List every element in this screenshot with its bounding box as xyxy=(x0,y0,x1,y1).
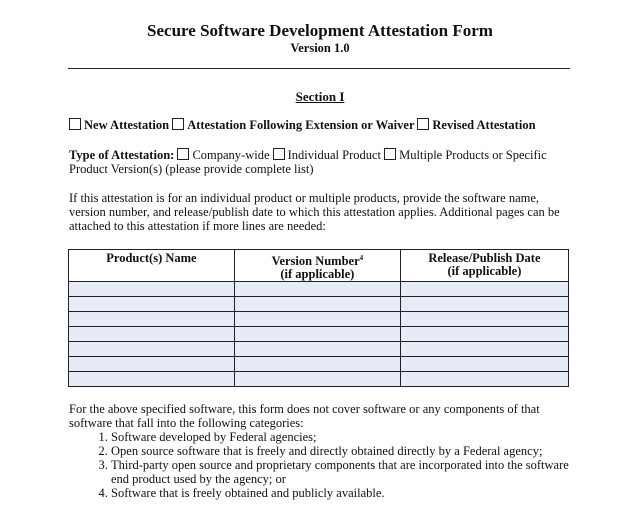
new-attestation-label: New Attestation xyxy=(84,118,170,132)
release-date-cell[interactable] xyxy=(400,297,568,312)
product-name-cell[interactable] xyxy=(69,327,235,342)
exclusions-list xyxy=(69,430,571,500)
release-date-cell[interactable] xyxy=(400,312,568,327)
company-wide-checkbox[interactable] xyxy=(177,148,189,160)
new-attestation-checkbox[interactable] xyxy=(69,118,81,130)
multiple-products-checkbox[interactable] xyxy=(384,148,396,160)
product-name-cell[interactable] xyxy=(69,312,235,327)
product-table-header xyxy=(69,250,569,282)
header-version-number-text: Version Number xyxy=(271,254,360,268)
table-row xyxy=(69,282,569,297)
product-name-cell[interactable] xyxy=(69,372,235,387)
header-product-name-text: Product(s) Name xyxy=(106,251,197,265)
table-row xyxy=(69,297,569,312)
extension-waiver-label: Attestation Following Extension or Waiver xyxy=(187,118,415,132)
list-item: 3. Third-party open source and proprietary components that are incorporated into the software end product used by the agency; or xyxy=(111,458,571,486)
header-version-number-subtext: (if applicable) xyxy=(280,267,355,281)
release-date-cell[interactable] xyxy=(400,282,568,297)
header-divider xyxy=(68,68,570,69)
exclusions-section xyxy=(69,402,571,500)
company-wide-label: Company-wide xyxy=(192,148,270,162)
version-number-cell[interactable] xyxy=(234,327,400,342)
version-number-cell[interactable] xyxy=(234,282,400,297)
table-row xyxy=(69,312,569,327)
list-item: 1. Software developed by Federal agencies; xyxy=(111,430,571,444)
form-version: Version 1.0 xyxy=(290,41,350,55)
product-name-cell[interactable] xyxy=(69,297,235,312)
type-of-attestation-label: Type of Attestation: xyxy=(69,148,175,162)
release-date-cell[interactable] xyxy=(400,372,568,387)
footnote-marker: 4 xyxy=(359,254,364,262)
header-product-name xyxy=(69,250,235,282)
version-number-cell[interactable] xyxy=(234,372,400,387)
revised-attestation-label: Revised Attestation xyxy=(432,118,536,132)
individual-product-checkbox[interactable] xyxy=(273,148,285,160)
product-name-cell[interactable] xyxy=(69,357,235,372)
release-date-cell[interactable] xyxy=(400,342,568,357)
table-row xyxy=(69,357,569,372)
attestation-options xyxy=(69,118,536,133)
list-item: 2. Open source software that is freely and directly obtained directly by a Federal agency; xyxy=(111,444,571,458)
individual-product-label: Individual Product xyxy=(287,148,382,162)
header-version-number xyxy=(234,250,400,282)
form-title: Secure Software Development Attestation Form xyxy=(147,21,493,40)
instructions-paragraph: If this attestation is for an individual product or multiple products, provide the software name, version number, and release/publish date to which this attestation applies. Additional pages can be attached to this attestation if more lines are needed: xyxy=(69,191,560,233)
revised-attestation-checkbox[interactable] xyxy=(417,118,429,130)
header-release-date-text: Release/Publish Date xyxy=(428,251,541,265)
product-name-cell[interactable] xyxy=(69,342,235,357)
product-name-cell[interactable] xyxy=(69,282,235,297)
version-number-cell[interactable] xyxy=(234,312,400,327)
list-item: 4. Software that is freely obtained and publicly available. xyxy=(111,486,571,500)
exclusions-intro: For the above specified software, this form does not cover software or any components of that software that fall into the following categories: xyxy=(69,402,540,430)
release-date-cell[interactable] xyxy=(400,327,568,342)
release-date-cell[interactable] xyxy=(400,357,568,372)
table-row xyxy=(69,372,569,387)
version-number-cell[interactable] xyxy=(234,297,400,312)
type-of-attestation xyxy=(69,148,569,176)
table-row xyxy=(69,327,569,342)
product-table xyxy=(68,249,569,387)
header-release-date-subtext: (if applicable) xyxy=(447,264,522,278)
header-release-date xyxy=(400,250,568,282)
version-number-cell[interactable] xyxy=(234,357,400,372)
multiple-products-label: Multiple Products or Specific Product Version(s) (please provide complete list) xyxy=(69,148,547,176)
section-heading: Section I xyxy=(295,89,345,104)
version-number-cell[interactable] xyxy=(234,342,400,357)
extension-waiver-checkbox[interactable] xyxy=(172,118,184,130)
table-row xyxy=(69,342,569,357)
